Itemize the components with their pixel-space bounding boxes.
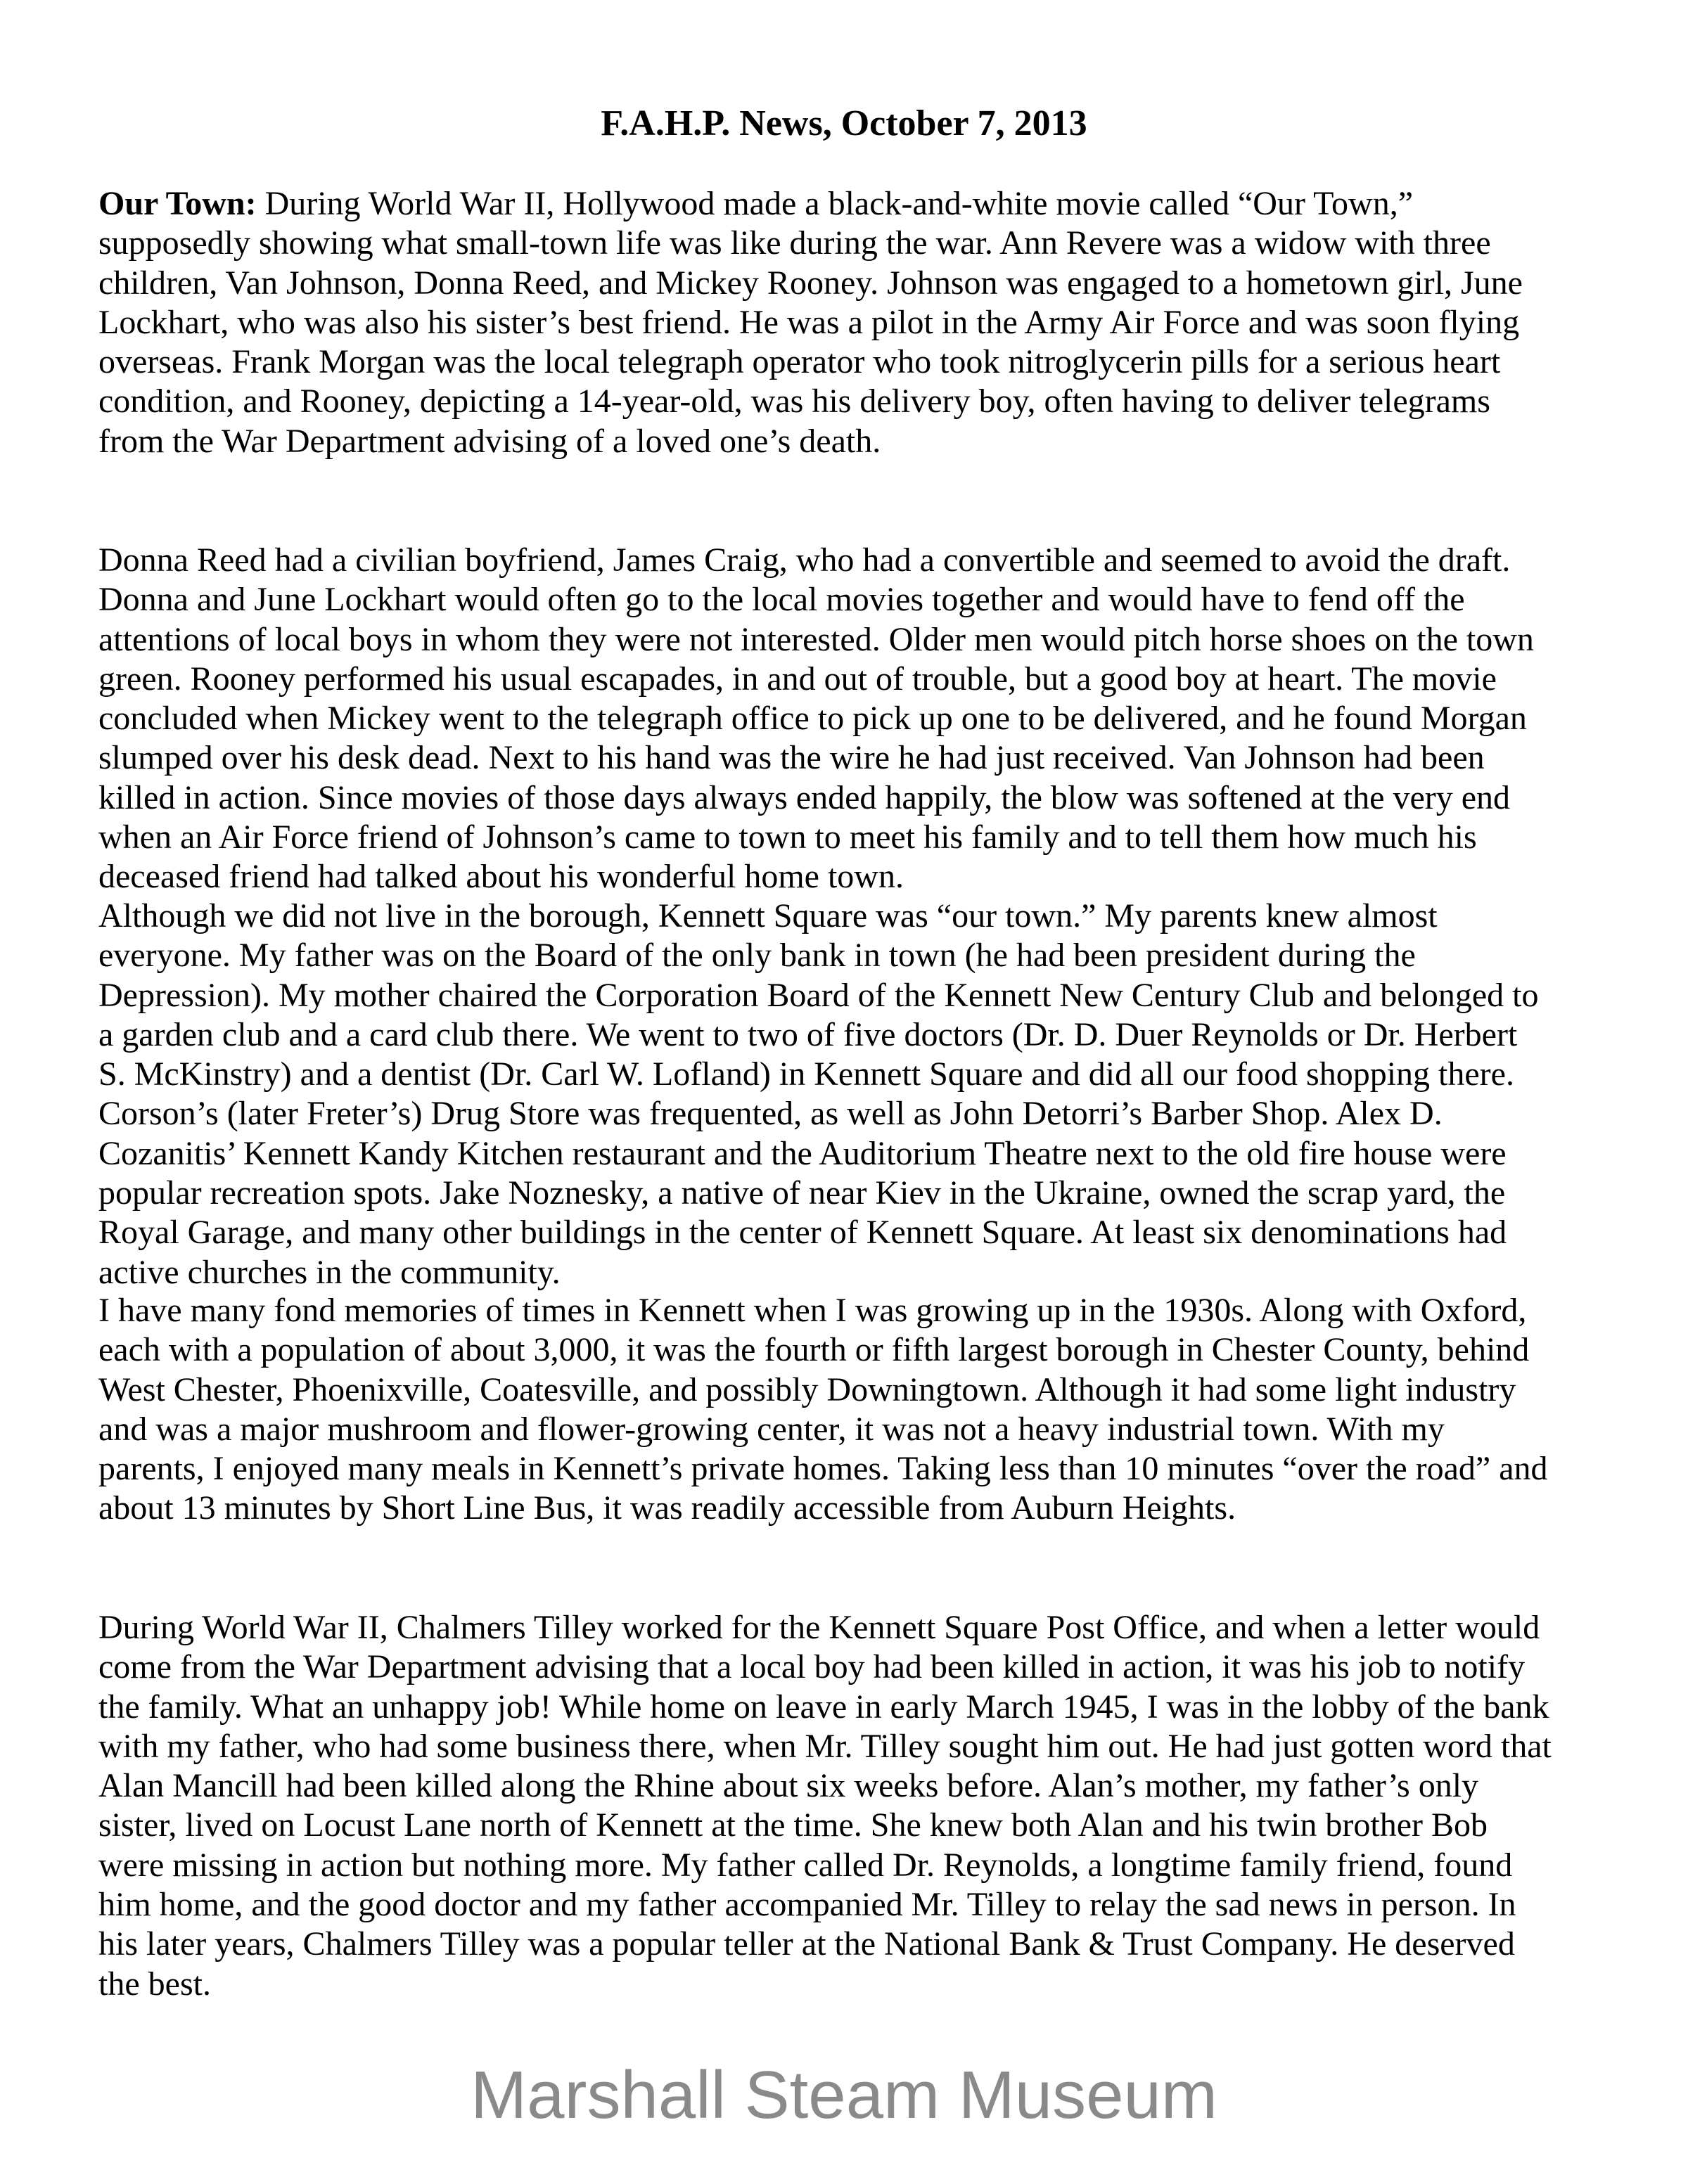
paragraph-line: killed in action. Since movies of those days always ended happily, the blow was softened at the very end bbox=[98, 778, 1511, 816]
paragraph-3 bbox=[98, 897, 1646, 1292]
paragraph-line: come from the War Department advising that a local boy had been killed in action, it was his job to notify bbox=[98, 1648, 1526, 1686]
paragraph-line: Depression). My mother chaired the Corporation Board of the Kennett New Century Club and belonged to bbox=[98, 976, 1539, 1014]
paragraph-line: Lockhart, who was also his sister’s best friend. He was a pilot in the Army Air Force and was soon flying bbox=[98, 303, 1520, 341]
paragraph-line: everyone. My father was on the Board of the only bank in town (he had been president during the bbox=[98, 937, 1416, 975]
paragraph-line: condition, and Rooney, depicting a 14-year-old, was his delivery boy, often having to deliver telegrams bbox=[98, 383, 1490, 420]
paragraph-line: sister, lived on Locust Lane north of Kennett at the time. She knew both Alan and his twin brother Bob bbox=[98, 1806, 1488, 1844]
paragraph-5 bbox=[98, 1608, 1646, 2004]
paragraph-line: Donna and June Lockhart would often go to the local movies together and would have to fend off the bbox=[98, 581, 1465, 619]
paragraph-line: Alan Mancill had been killed along the Rhine about six weeks before. Alan’s mother, my father’s only bbox=[98, 1767, 1479, 1805]
paragraph-line: about 13 minutes by Short Line Bus, it was readily accessible from Auburn Heights. bbox=[98, 1489, 1236, 1527]
paragraph-line: S. McKinstry) and a dentist (Dr. Carl W. Lofland) in Kennett Square and did all our food shopping there. bbox=[98, 1055, 1514, 1093]
paragraph-line: active churches in the community. bbox=[98, 1253, 561, 1291]
paragraph-2 bbox=[98, 541, 1646, 897]
paragraph-line: Royal Garage, and many other buildings in the center of Kennett Square. At least six denominations had bbox=[98, 1214, 1507, 1252]
paragraph-line: parents, I enjoyed many meals in Kennett’s private homes. Taking less than 10 minutes “over the road” and bbox=[98, 1450, 1548, 1488]
paragraph-line: slumped over his desk dead. Next to his hand was the wire he had just received. Van Johnson had been bbox=[98, 739, 1485, 777]
paragraph-line: attentions of local boys in whom they were not interested. Older men would pitch horse shoes on the town bbox=[98, 620, 1534, 658]
paragraph-line: him home, and the good doctor and my father accompanied Mr. Tilley to relay the sad news in person. In bbox=[98, 1886, 1516, 1924]
paragraph-our-town bbox=[98, 184, 1646, 461]
paragraph-line: the best. bbox=[98, 1965, 211, 2003]
paragraph-line: Corson’s (later Freter’s) Drug Store was frequented, as well as John Detorri’s Barber Shop. Alex D. bbox=[98, 1095, 1443, 1133]
page-title: F.A.H.P. News, October 7, 2013 bbox=[601, 103, 1087, 143]
paragraph-line: During World War II, Chalmers Tilley worked for the Kennett Square Post Office, and when a letter would bbox=[98, 1609, 1540, 1646]
paragraph-line: from the War Department advising of a loved one’s death. bbox=[98, 422, 881, 460]
paragraph-line: a garden club and a card club there. We went to two of five doctors (Dr. D. Duer Reynolds or Dr. Herbert bbox=[98, 1015, 1518, 1053]
paragraph-line: his later years, Chalmers Tilley was a popular teller at the National Bank & Trust Company. He deserved bbox=[98, 1925, 1515, 1963]
paragraph-line: popular recreation spots. Jake Noznesky, a native of near Kiev in the Ukraine, owned the scrap yard, the bbox=[98, 1174, 1506, 1212]
section-lead-heading: Our Town: bbox=[98, 185, 257, 222]
paragraph-line: supposedly showing what small-town life was like during the war. Ann Revere was a widow with three bbox=[98, 224, 1491, 262]
paragraph-line: the family. What an unhappy job! While home on leave in early March 1945, I was in the lobby of the bank bbox=[98, 1688, 1549, 1726]
paragraph-4 bbox=[98, 1291, 1646, 1529]
paragraph-line: were missing in action but nothing more. My father called Dr. Reynolds, a longtime family friend, found bbox=[98, 1846, 1513, 1884]
paragraph-line: children, Van Johnson, Donna Reed, and Mickey Rooney. Johnson was engaged to a hometown girl, June bbox=[98, 264, 1523, 302]
paragraph-line bbox=[98, 184, 1646, 224]
watermark: Marshall Steam Museum bbox=[471, 2057, 1217, 2133]
paragraph-line: and was a major mushroom and flower-growing center, it was not a heavy industrial town. With my bbox=[98, 1410, 1445, 1448]
line-text: During World War II, Hollywood made a black-and-white movie called “Our Town,” bbox=[256, 185, 1414, 222]
paragraph-line: overseas. Frank Morgan was the local telegraph operator who took nitroglycerin pills for a serious heart bbox=[98, 343, 1501, 381]
paragraph-line: I have many fond memories of times in Kennett when I was growing up in the 1930s. Along with Oxford, bbox=[98, 1292, 1527, 1329]
paragraph-line: Although we did not live in the borough, Kennett Square was “our town.” My parents knew almost bbox=[98, 897, 1438, 934]
paragraph-line: concluded when Mickey went to the telegraph office to pick up one to be delivered, and he found Morgan bbox=[98, 700, 1527, 738]
paragraph-line: with my father, who had some business there, when Mr. Tilley sought him out. He had just gotten word that bbox=[98, 1727, 1552, 1765]
paragraph-line: each with a population of about 3,000, it was the fourth or fifth largest borough in Chester County, behind bbox=[98, 1331, 1530, 1369]
paragraph-line: green. Rooney performed his usual escapades, in and out of trouble, but a good boy at heart. The movie bbox=[98, 660, 1497, 698]
paragraph-line: Cozanitis’ Kennett Kandy Kitchen restaurant and the Auditorium Theatre next to the old fire house were bbox=[98, 1134, 1507, 1172]
paragraph-line: West Chester, Phoenixville, Coatesville, and possibly Downingtown. Although it had some light industry bbox=[98, 1370, 1516, 1408]
paragraph-line: when an Air Force friend of Johnson’s came to town to meet his family and to tell them how much his bbox=[98, 818, 1477, 856]
paragraph-line: deceased friend had talked about his wonderful home town. bbox=[98, 858, 904, 896]
paragraph-line: Donna Reed had a civilian boyfriend, James Craig, who had a convertible and seemed to avoid the draft. bbox=[98, 541, 1511, 579]
